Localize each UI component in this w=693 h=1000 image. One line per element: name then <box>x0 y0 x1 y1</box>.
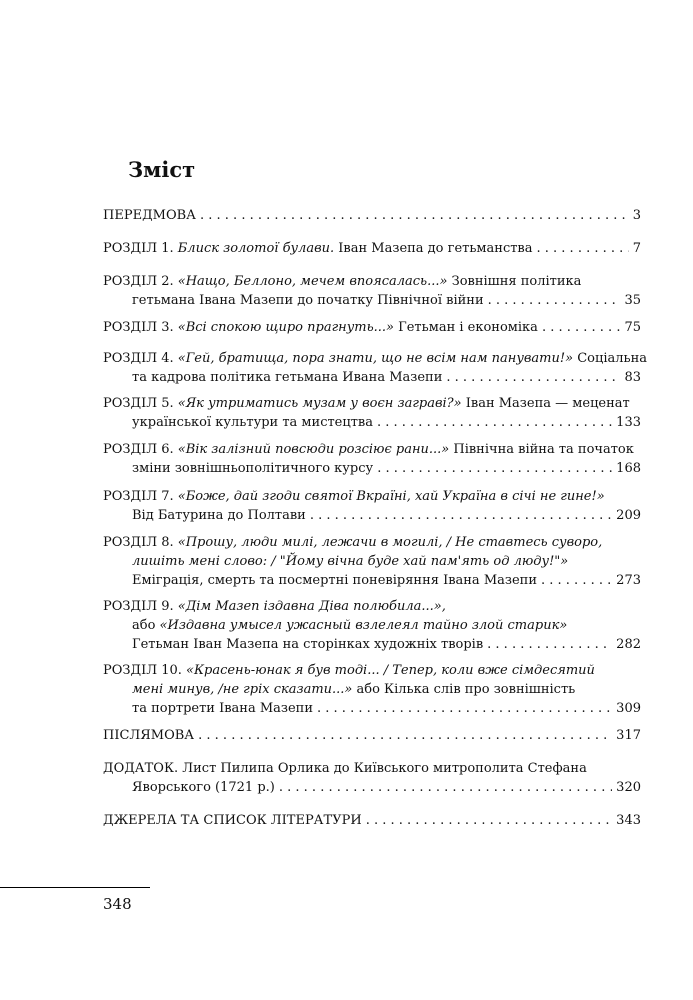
toc-title-italic: «Дім Мазеп іздавна Діва полюбила...», <box>177 599 446 614</box>
toc-title-text: Гетьман Іван Мазепа на сторінках художніх творів <box>132 637 484 652</box>
toc-entry[interactable] <box>103 726 641 745</box>
toc-entry-title <box>132 778 275 797</box>
toc-line <box>103 811 641 830</box>
toc-page-number: 7 <box>632 241 641 256</box>
toc-line <box>103 571 641 590</box>
toc-entry[interactable] <box>103 661 641 718</box>
toc-line <box>103 291 641 310</box>
toc-title-italic: «Прошу, люди милі, лежачи в могилі, / Не ставтесь суворо, <box>177 535 603 550</box>
toc-line <box>103 440 641 459</box>
dot-leader <box>317 699 612 718</box>
toc-line <box>103 597 641 616</box>
toc-entry-title <box>132 506 306 525</box>
toc-line <box>103 206 641 225</box>
toc-entry-title <box>103 206 196 225</box>
toc-entry[interactable] <box>103 394 641 432</box>
dot-leader <box>541 571 612 590</box>
toc-line <box>103 272 641 291</box>
toc-entry-title <box>103 533 602 552</box>
dot-leader <box>487 635 612 654</box>
toc-title-text: РОЗДІЛ 5. <box>103 396 178 411</box>
toc-entry[interactable] <box>103 206 641 225</box>
toc-line <box>103 394 641 413</box>
toc-entry[interactable] <box>103 597 641 654</box>
toc-line <box>103 318 641 337</box>
toc-title-text: Еміграція, смерть та посмертні поневіряння Івана Мазепи <box>132 573 537 588</box>
toc-title-text: Яворського (1721 р.) <box>132 780 275 795</box>
toc-title-text: української культури та мистецтва <box>132 415 373 430</box>
toc-title-text: Північна війна та початок <box>449 442 634 457</box>
toc-entry-title <box>132 413 373 432</box>
toc-entry-title <box>103 597 446 616</box>
toc-page-number: 3 <box>632 208 641 223</box>
toc-entry-title <box>132 680 575 699</box>
page-number: 348 <box>103 895 132 913</box>
toc-title-italic: «Вік залізний повсюди розсіює рани...» <box>177 442 450 457</box>
toc-entry-title <box>103 272 581 291</box>
page-title: Зміст <box>128 157 196 182</box>
toc-title-text: або <box>132 618 160 633</box>
toc-entry-title <box>103 318 538 337</box>
toc-title-text: Гетьман і економіка <box>394 320 538 335</box>
dot-leader <box>200 206 629 225</box>
toc-line <box>103 459 641 478</box>
toc-line <box>103 778 641 797</box>
dot-leader <box>279 778 612 797</box>
toc-entry-title <box>103 394 630 413</box>
toc-line <box>103 349 647 368</box>
toc-title-text: Від Батурина до Полтави <box>132 508 306 523</box>
toc-entry-title <box>103 726 194 745</box>
dot-leader <box>366 811 612 830</box>
toc-title-text: РОЗДІЛ 3. <box>103 320 178 335</box>
dot-leader <box>488 291 621 310</box>
toc-line <box>103 506 641 525</box>
toc-line <box>103 699 641 718</box>
toc-page-number: 168 <box>616 461 641 476</box>
toc-title-italic: «Боже, дай згоди святої Вкраїні, хай Україна в січі не гине!» <box>177 489 605 504</box>
toc-title-text: Іван Мазепа до гетьманства <box>334 241 533 256</box>
toc-entry[interactable] <box>103 440 641 478</box>
toc-line <box>103 661 641 680</box>
toc-entry[interactable] <box>103 239 641 258</box>
toc-page-number: 343 <box>616 813 641 828</box>
toc-page-number: 83 <box>624 370 641 385</box>
toc-title-text: РОЗДІЛ 10. <box>103 663 186 678</box>
toc-entry[interactable] <box>103 533 641 590</box>
toc-line <box>103 616 641 635</box>
toc-entry-title <box>103 759 587 778</box>
toc-entry[interactable] <box>103 811 641 830</box>
dot-leader <box>542 318 621 337</box>
toc-title-italic: «Издавна умысел ужасный взлелеял тайно злой старик» <box>159 618 568 633</box>
dot-leader <box>377 413 612 432</box>
toc-page-number: 320 <box>616 780 641 795</box>
toc-title-italic: «Як утриматись музам у воєн заграві?» <box>177 396 462 411</box>
toc-line <box>103 680 641 699</box>
toc-title-text: ДОДАТОК. Лист Пилипа Орлика до Київського митрополита Стефана <box>103 761 587 776</box>
dot-leader <box>537 239 629 258</box>
toc-page-number: 273 <box>616 573 641 588</box>
toc-page-number: 209 <box>616 508 641 523</box>
toc-entry[interactable] <box>103 318 641 337</box>
toc-title-text: РОЗДІЛ 4. <box>103 351 178 366</box>
toc-entry-title <box>103 440 634 459</box>
footer-rule <box>0 887 150 888</box>
toc-title-text: та кадрова політика гетьмана Ивана Мазепи <box>132 370 443 385</box>
toc-entry-title <box>132 699 313 718</box>
toc-line <box>103 552 641 571</box>
toc-line <box>103 759 641 778</box>
toc-title-text: ПІСЛЯМОВА <box>103 728 195 743</box>
toc-title-italic: «Всі спокою щиро прагнуть...» <box>177 320 394 335</box>
toc-page-number: 35 <box>624 293 641 308</box>
toc-title-text: ДЖЕРЕЛА ТА СПИСОК ЛІТЕРАТУРИ <box>103 813 362 828</box>
toc-title-text: ПЕРЕДМОВА <box>103 208 196 223</box>
toc-title-text: РОЗДІЛ 1. <box>103 241 178 256</box>
toc-entry-title <box>132 616 567 635</box>
toc-title-text: РОЗДІЛ 7. <box>103 489 178 504</box>
toc-entry-title <box>103 487 605 506</box>
toc-title-italic: мені минув, /не гріх сказати...» <box>132 682 353 697</box>
toc-title-text: РОЗДІЛ 2. <box>103 274 178 289</box>
toc-line <box>103 533 641 552</box>
toc-title-italic: «Красень-юнак я був тоді... / Тепер, коли вже сімдесятий <box>186 663 595 678</box>
toc-title-italic: «Гей, братища, пора знати, що не всім нам панувати!» <box>177 351 574 366</box>
dot-leader <box>310 506 612 525</box>
toc-page-number: 317 <box>616 728 641 743</box>
dot-leader <box>446 368 620 387</box>
toc-title-text: РОЗДІЛ 6. <box>103 442 178 457</box>
toc-title-text: Зовнішня політика <box>447 274 582 289</box>
toc-line <box>103 368 641 387</box>
toc-title-text: або Кілька слів про зовнішність <box>352 682 576 697</box>
toc-entry-title <box>132 459 373 478</box>
toc-title-italic: лишіть мені слово: / "Йому вічна буде хай пам'ять од люду!"» <box>132 554 569 569</box>
dot-leader <box>198 726 612 745</box>
toc-page-number: 282 <box>616 637 641 652</box>
toc-entry-title <box>132 571 537 590</box>
toc-line <box>103 239 641 258</box>
toc-entry-title <box>103 349 647 368</box>
toc-title-italic: Блиск золотої булави. <box>177 241 335 256</box>
toc-title-text: РОЗДІЛ 9. <box>103 599 178 614</box>
toc-title-text: та портрети Івана Мазепи <box>132 701 314 716</box>
toc-entry-title <box>103 811 362 830</box>
toc-page-number: 133 <box>616 415 641 430</box>
toc-entry[interactable] <box>103 487 641 525</box>
toc-title-italic: «Нащо, Беллоно, мечем впоясалась...» <box>177 274 448 289</box>
toc-line <box>103 635 641 654</box>
toc-entry-title <box>132 291 484 310</box>
toc-title-text: Соціальна <box>573 351 647 366</box>
toc-title-text: РОЗДІЛ 8. <box>103 535 178 550</box>
toc-entry-title <box>103 239 533 258</box>
toc-entry-title <box>132 368 442 387</box>
toc-entry-title <box>132 635 483 654</box>
toc-line <box>103 726 641 745</box>
toc-entry[interactable] <box>103 349 647 387</box>
toc-entry[interactable] <box>103 759 641 797</box>
toc-page-number: 309 <box>616 701 641 716</box>
toc-entry-title <box>103 661 595 680</box>
toc-title-text: зміни зовнішньополітичного курсу <box>132 461 374 476</box>
toc-line <box>103 487 641 506</box>
toc-title-text: гетьмана Івана Мазепи до початку Північної війни <box>132 293 484 308</box>
toc-page-number: 75 <box>624 320 641 335</box>
dot-leader <box>377 459 612 478</box>
toc-entry[interactable] <box>103 272 641 310</box>
toc-line <box>103 413 641 432</box>
toc-title-text: Іван Мазепа — меценат <box>461 396 630 411</box>
toc-entry-title <box>132 552 568 571</box>
